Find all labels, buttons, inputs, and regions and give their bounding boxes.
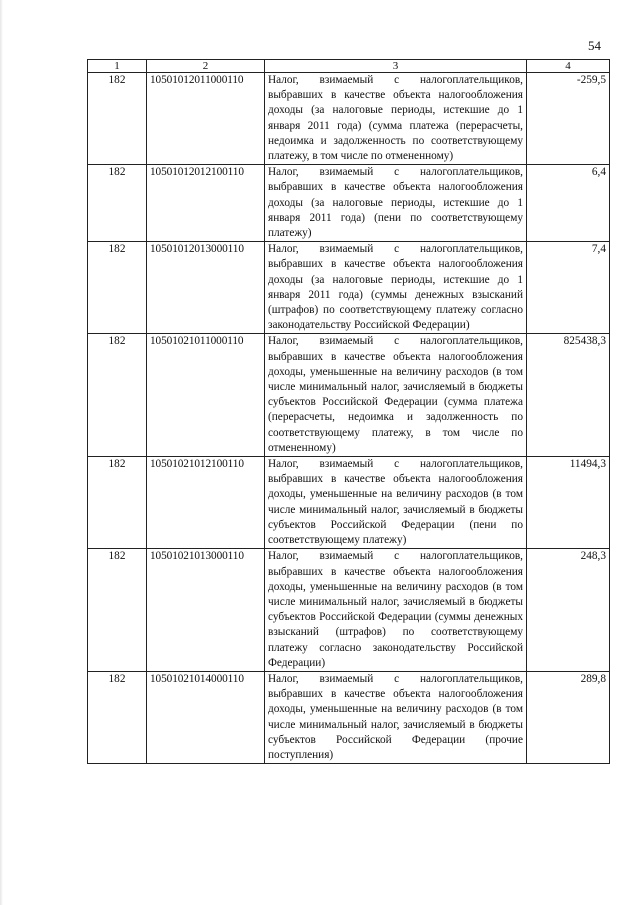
- kbk-code-cell: 10501012013000110: [147, 242, 265, 334]
- description-cell: Налог, взимаемый с налогоплательщиков, выбравших в качестве объекта налогообложения доходы (за налоговые периоды, истекшие до 1 января 2011 года) (суммы денежных взысканий (штрафов) по соответствующему платежу согласно законодательству Российской Федерации): [265, 242, 527, 334]
- table-header-row: [88, 60, 610, 73]
- table-row: [88, 334, 610, 457]
- kbk-code-cell: 10501021013000110: [147, 549, 265, 672]
- admin-code-cell: 182: [88, 671, 147, 763]
- amount-cell: 289,8: [527, 671, 610, 763]
- amount-cell: 825438,3: [527, 334, 610, 457]
- column-header-2: 2: [147, 60, 265, 73]
- column-header-3: 3: [265, 60, 527, 73]
- column-header-1: 1: [88, 60, 147, 73]
- table-row: [88, 73, 610, 165]
- amount-cell: 7,4: [527, 242, 610, 334]
- page-number: 54: [588, 38, 601, 53]
- description-cell: Налог, взимаемый с налогоплательщиков, выбравших в качестве объекта налогообложения доходы, уменьшенные на величину расходов (в том числе минимальный налог, зачисляемый в бюджеты субъектов Российской Федерации (пени по соответствующему платежу): [265, 457, 527, 549]
- description-cell: Налог, взимаемый с налогоплательщиков, выбравших в качестве объекта налогообложения доходы, уменьшенные на величину расходов (в том числе минимальный налог, зачисляемый в бюджеты субъектов Российской Федерации (суммы денежных взысканий (штрафов) по соответствующему платежу согласно законодательству Российской Федерации): [265, 549, 527, 672]
- description-cell: Налог, взимаемый с налогоплательщиков, выбравших в качестве объекта налогообложения доходы, уменьшенные на величину расходов (в том числе минимальный налог, зачисляемый в бюджеты субъектов Российской Федерации (прочие поступления): [265, 671, 527, 763]
- amount-cell: 11494,3: [527, 457, 610, 549]
- kbk-code-cell: 10501021011000110: [147, 334, 265, 457]
- table-row: [88, 165, 610, 242]
- description-cell: Налог, взимаемый с налогоплательщиков, выбравших в качестве объекта налогообложения доходы (за налоговые периоды, истекшие до 1 января 2011 года) (сумма платежа (перерасчеты, недоимка и задолженность по соответствующему платежу, в том числе по отмененному): [265, 73, 527, 165]
- amount-cell: -259,5: [527, 73, 610, 165]
- kbk-code-cell: 10501012011000110: [147, 73, 265, 165]
- table-row: [88, 549, 610, 672]
- amount-cell: 6,4: [527, 165, 610, 242]
- admin-code-cell: 182: [88, 73, 147, 165]
- admin-code-cell: 182: [88, 549, 147, 672]
- admin-code-cell: 182: [88, 165, 147, 242]
- kbk-code-cell: 10501021012100110: [147, 457, 265, 549]
- table-row: [88, 242, 610, 334]
- column-header-4: 4: [527, 60, 610, 73]
- kbk-code-cell: 10501021014000110: [147, 671, 265, 763]
- kbk-code-cell: 10501012012100110: [147, 165, 265, 242]
- admin-code-cell: 182: [88, 242, 147, 334]
- description-cell: Налог, взимаемый с налогоплательщиков, выбравших в качестве объекта налогообложения доходы, уменьшенные на величину расходов (в том числе минимальный налог, зачисляемый в бюджеты субъектов Российской Федерации (сумма платежа (перерасчеты, недоимка и задолженность по соответствующему платежу, в том числе по отмененному): [265, 334, 527, 457]
- description-cell: Налог, взимаемый с налогоплательщиков, выбравших в качестве объекта налогообложения доходы (за налоговые периоды, истекшие до 1 января 2011 года) (пени по соответствующему платежу): [265, 165, 527, 242]
- admin-code-cell: 182: [88, 457, 147, 549]
- table-row: [88, 457, 610, 549]
- admin-code-cell: 182: [88, 334, 147, 457]
- table-row: [88, 671, 610, 763]
- scan-edge-shadow: [0, 0, 3, 905]
- revenue-table: [87, 59, 610, 764]
- amount-cell: 248,3: [527, 549, 610, 672]
